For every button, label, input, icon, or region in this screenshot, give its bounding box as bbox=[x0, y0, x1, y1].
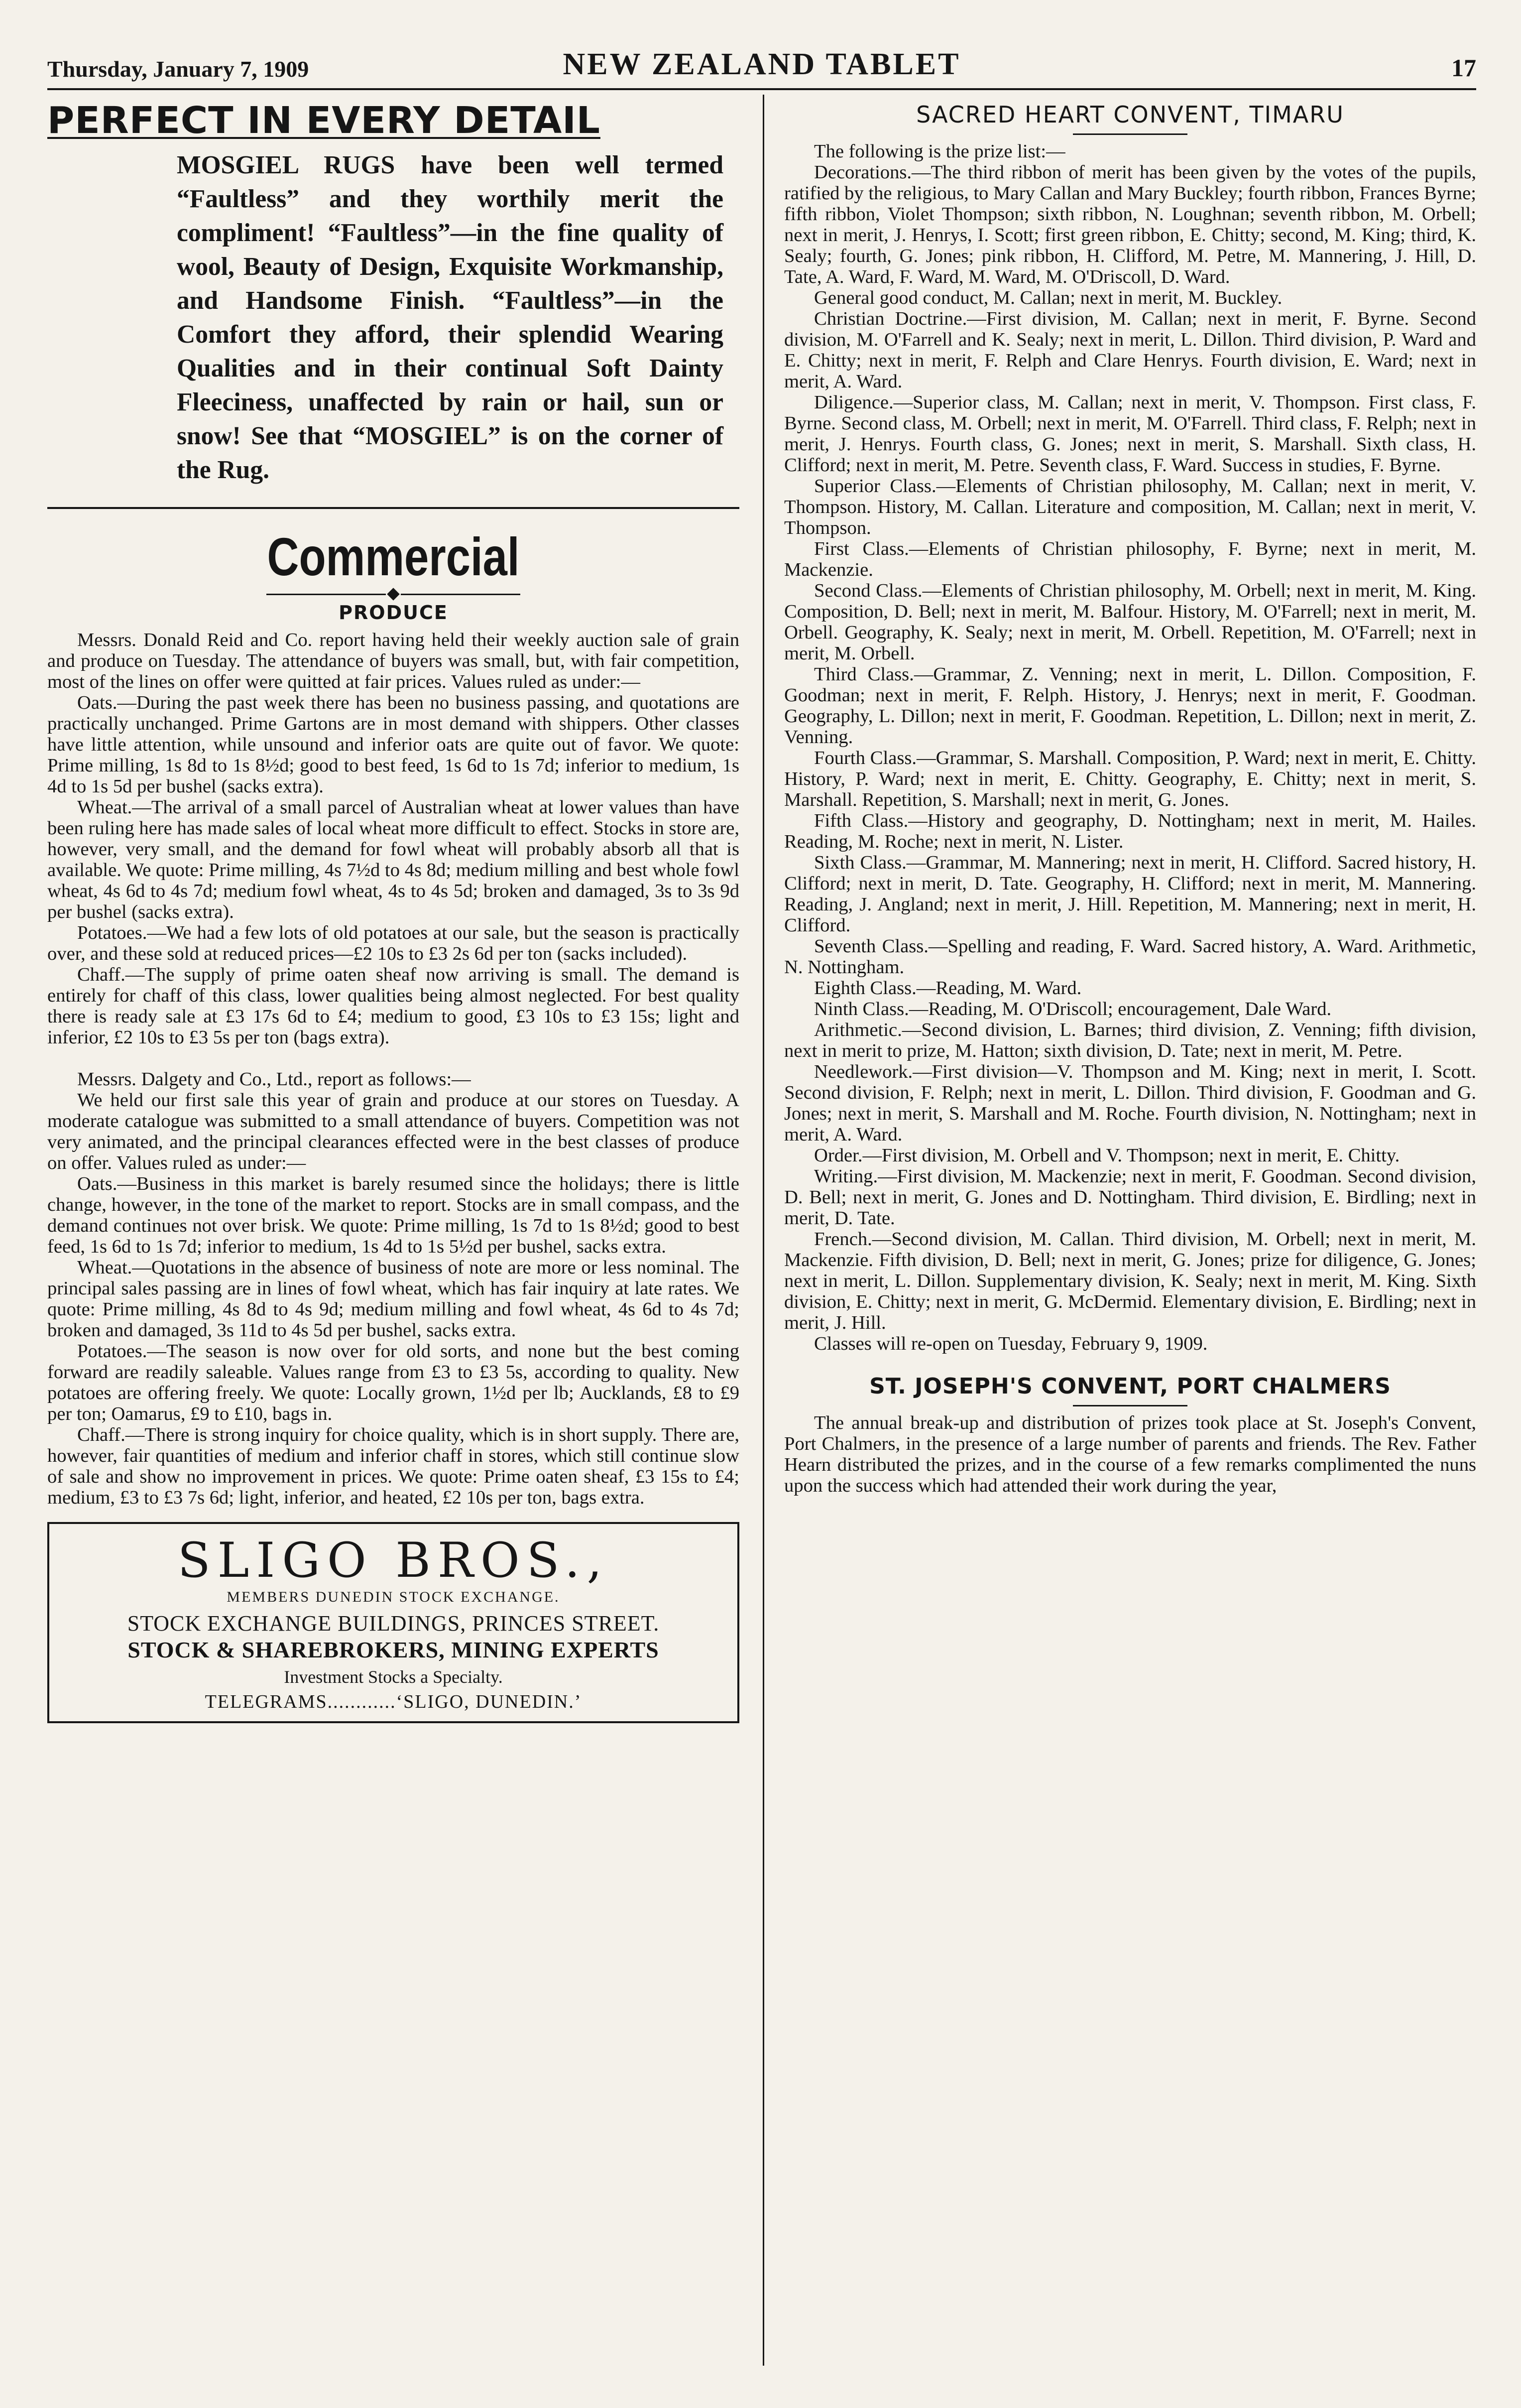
paragraph: Oats.—Business in this market is barely resumed since the holidays; there is little change, however, in the tone of the market to report. Stocks are in small compass, and the demand continues not over brisk. We quote: Prime milling, 1s 7d to 1s 8½d; good to best feed, 1s 6d to 1s 7d; inferior to medium, 1s 4d to 1s 5½d per bushel, sacks extra. bbox=[47, 1173, 739, 1257]
paragraph: Wheat.—The arrival of a small parcel of Australian wheat at lower values than have been ruling here has made sales of local wheat more difficult to effect. Stocks in store are, however, very small, and the demand for fowl wheat will probably absorb all that is available. We quote: Prime milling, 4s 7½d to 4s 8d; medium milling and best whole fowl wheat, 4s 6d to 4s 7d; medium fowl wheat, 4s to 4s 5d; broken and damaged, 3s to 3s 9d per bushel (sacks extra). bbox=[47, 797, 739, 922]
subheading: PRODUCE bbox=[339, 602, 448, 624]
paragraph: We held our first sale this year of grain and produce at our stores on Tuesday. A moderate catalogue was submitted to a small attendance of buyers. Competition was not very animated, and the principal clearances effected were in the best classes of produce on offer. Values ruled as under:— bbox=[47, 1090, 739, 1173]
right-column bbox=[784, 100, 1476, 2366]
commercial-section bbox=[47, 527, 739, 1508]
masthead-title: NEW ZEALAND TABLET bbox=[563, 47, 961, 81]
paragraph: French.—Second division, M. Callan. Third division, M. Orbell; next in merit, M. Mackenzie. Fifth division, D. Bell; next in merit, G. Jones; prize for diligence, G. Jones; next in merit, L. Dillon. Supplementary division, K. Sealy; next in merit, M. King. Sixth division, E. Chitty; next in merit, G. McDermid. Elementary division, E. Birdling; next in merit, J. Hill. bbox=[784, 1229, 1476, 1333]
firm-address: STOCK EXCHANGE BUILDINGS, PRINCES STREET. bbox=[127, 1611, 660, 1636]
ornament-rule bbox=[47, 590, 739, 599]
paragraph: Sixth Class.—Grammar, M. Mannering; next in merit, H. Clifford. Sacred history, H. Clifford; next in merit, D. Tate. Geography, H. Clifford; next in merit, M. Mannering. Reading, J. Angland; next in merit, J. Hill. Repetition, M. Mannering; next in merit, H. Clifford. bbox=[784, 852, 1476, 936]
paragraph: Superior Class.—Elements of Christian philosophy, M. Callan; next in merit, V. Thompson. History, M. Callan. Literature and composition, M. Callan; next in merit, V. Thompson. bbox=[784, 476, 1476, 538]
paragraph: Seventh Class.—Spelling and reading, F. Ward. Sacred history, A. Ward. Arithmetic, N. Nottingham. bbox=[784, 936, 1476, 978]
issue-date: Thursday, January 7, 1909 bbox=[47, 56, 309, 82]
paragraph: Writing.—First division, M. Mackenzie; next in merit, F. Goodman. Second division, D. Bell; next in merit, G. Jones and D. Nottingham. Third division, E. Birdling; next in merit, D. Tate. bbox=[784, 1166, 1476, 1229]
firm-name: SLIGO BROS., bbox=[177, 1532, 609, 1588]
paragraph: Order.—First division, M. Orbell and V. Thompson; next in merit, E. Chitty. bbox=[814, 1145, 1400, 1166]
paragraph: Eighth Class.—Reading, M. Ward. bbox=[814, 978, 1082, 999]
commercial-report bbox=[47, 630, 739, 1508]
column-divider bbox=[763, 95, 764, 2366]
paragraph: General good conduct, M. Callan; next in merit, M. Buckley. bbox=[814, 287, 1283, 308]
sligo-advertisement bbox=[47, 1522, 739, 1723]
title-rule bbox=[1073, 133, 1187, 135]
paragraph: The annual break-up and distribution of prizes took place at St. Joseph's Convent, Port Chalmers, in the presence of a large number of parents and friends. The Rev. Father Hearn distributed the prizes, and in the course of a few remarks complimented the nuns upon the success which had attended their work during the year, bbox=[784, 1412, 1476, 1496]
firm-business: STOCK & SHAREBROKERS, MINING EXPERTS bbox=[127, 1637, 659, 1662]
paragraph: First Class.—Elements of Christian philosophy, F. Byrne; next in merit, M. Mackenzie. bbox=[784, 538, 1476, 580]
paragraph: Messrs. Donald Reid and Co. report having held their weekly auction sale of grain and produce on Tuesday. The attendance of buyers was small, but, with fair competition, most of the lines on offer were quitted at fair prices. Values ruled as under:— bbox=[47, 630, 739, 692]
prize-list bbox=[784, 141, 1476, 1354]
mosgiel-advertisement bbox=[47, 100, 739, 487]
article-title: SACRED HEART CONVENT, TIMARU bbox=[916, 101, 1344, 128]
firm-members: MEMBERS DUNEDIN STOCK EXCHANGE. bbox=[227, 1589, 560, 1605]
article-body bbox=[784, 1412, 1476, 1496]
ad-body: MOSGIEL RUGS have been well termed “Faultless” and they worthily merit the compliment! “Faultless”—in the fine quality of wool, Beauty of Design, Exquisite Workmanship, and Handsome Finish. “Faultless”—in the Comfort they afford, their splendid Wearing Qualities and in their continual Soft Dainty Fleeciness, unaffected by rain or hail, sun or snow! See that “MOSGIEL” is on the corner of the Rug. bbox=[177, 151, 723, 484]
st-josephs-article bbox=[784, 1372, 1476, 1496]
paragraph: Classes will re-open on Tuesday, February 9, 1909. bbox=[814, 1333, 1208, 1354]
paragraph: Christian Doctrine.—First division, M. Callan; next in merit, F. Byrne. Second division, M. O'Farrell and K. Sealy; next in merit, L. Dillon. Third division, P. Ward and E. Chitty; next in merit, F. Relph and Clare Henrys. Fourth division, E. Ward; next in merit, A. Ward. bbox=[784, 308, 1476, 392]
paragraph: Second Class.—Elements of Christian philosophy, M. Orbell; next in merit, M. King. Composition, D. Bell; next in merit, M. Balfour. History, M. O'Farrell; next in merit, M. Orbell. Geography, K. Sealy; next in merit, M. Orbell. Repetition, M. O'Farrell; next in merit, M. Orbell. bbox=[784, 580, 1476, 664]
paragraph: The following is the prize list:— bbox=[814, 141, 1065, 162]
paragraph: Chaff.—There is strong inquiry for choice quality, which is in short supply. There are, however, fair quantities of medium and inferior chaff in stores, which still continue slow of sale and show no improvement in prices. We quote: Prime oaten sheaf, £3 15s to £4; medium, £3 to £3 7s 6d; light, inferior, and heated, £2 10s per ton, bags extra. bbox=[47, 1424, 739, 1508]
left-column bbox=[47, 100, 739, 2366]
page-number: 17 bbox=[1451, 54, 1476, 82]
newspaper-page bbox=[47, 47, 1476, 2378]
paragraph: Ninth Class.—Reading, M. O'Driscoll; encouragement, Dale Ward. bbox=[814, 999, 1332, 1019]
paragraph: Decorations.—The third ribbon of merit has been given by the votes of the pupils, ratified by the religious, to Mary Callan and Mary Buckley; fourth ribbon, Frances Byrne; fifth ribbon, Violet Thompson; sixth ribbon, N. Loughnan; seventh ribbon, M. Orbell; next in merit, J. Henrys, I. Scott; first green ribbon, E. Chitty; second, M. King; third, K. Sealy; fourth, G. Jones; pink ribbon, H. Clifford, M. Petre, M. Mannering, J. Hill, D. Tate, A. Ward, F. Ward, M. Ward, M. O'Driscoll, D. Ward. bbox=[784, 162, 1476, 287]
section-divider bbox=[47, 507, 739, 509]
firm-specialty: Investment Stocks a Specialty. bbox=[284, 1667, 503, 1687]
paragraph: Potatoes.—We had a few lots of old potatoes at our sale, but the season is practically over, and these sold at reduced prices—£2 10s to £3 2s 6d per ton (sacks included). bbox=[47, 922, 739, 964]
firm-telegrams: TELEGRAMS............‘SLIGO, DUNEDIN.’ bbox=[205, 1691, 582, 1712]
article-title: ST. JOSEPH'S CONVENT, PORT CHALMERS bbox=[869, 1374, 1391, 1399]
header-rule bbox=[47, 88, 1476, 90]
paragraph: Third Class.—Grammar, Z. Venning; next in merit, L. Dillon. Composition, F. Goodman; next in merit, F. Relph. History, J. Henrys; next in merit, F. Goodman. Geography, L. Dillon; next in merit, F. Goodman. Repetition, L. Dillon; next in merit, Z. Venning. bbox=[784, 664, 1476, 748]
ad-headline: PERFECT IN EVERY DETAIL bbox=[47, 100, 600, 142]
paragraph: Potatoes.—The season is now over for old sorts, and none but the best coming forward are readily saleable. Values range from £3 to £3 5s, according to quality. New potatoes are offering freely. We quote: Locally grown, 1½d per lb; Aucklands, £8 to £9 per ton; Oamarus, £9 to £10, bags in. bbox=[47, 1341, 739, 1424]
paragraph: Fifth Class.—History and geography, D. Nottingham; next in merit, M. Hailes. Reading, M. Roche; next in merit, N. Lister. bbox=[784, 810, 1476, 852]
paragraph: Messrs. Dalgety and Co., Ltd., report as follows:— bbox=[77, 1069, 471, 1090]
paragraph: Arithmetic.—Second division, L. Barnes; third division, Z. Venning; fifth division, next in merit to prize, M. Hatton; sixth division, D. Tate; next in merit, M. Petre. bbox=[784, 1019, 1476, 1061]
paragraph: Wheat.—Quotations in the absence of business of note are more or less nominal. The principal sales passing are in lines of fowl wheat, which has fair inquiry at late rates. We quote: Prime milling, 4s 8d to 4s 9d; medium milling and fowl wheat, 4s 6d to 4s 7d; broken and damaged, 3s 11d to 4s 5d per bushel, sacks extra. bbox=[47, 1257, 739, 1341]
paragraph: Oats.—During the past week there has been no business passing, and quotations are practically unchanged. Prime Gartons are in most demand with shippers. Other classes have little attention, while unsound and inferior oats are quite out of favor. We quote: Prime milling, 1s 8d to 1s 8½d; good to best feed, 1s 6d to 1s 7d; inferior to medium, 1s 4d to 1s 5d per bushel (sacks extra). bbox=[47, 692, 739, 797]
page-header bbox=[47, 47, 1476, 82]
title-rule bbox=[1073, 1405, 1187, 1406]
section-title: Commercial bbox=[267, 526, 520, 587]
paragraph: Fourth Class.—Grammar, S. Marshall. Composition, P. Ward; next in merit, E. Chitty. History, P. Ward; next in merit, E. Chitty. Geography, E. Chitty; next in merit, S. Marshall. Repetition, S. Marshall; next in merit, G. Jones. bbox=[784, 748, 1476, 810]
sacred-heart-article bbox=[784, 100, 1476, 1354]
paragraph: Chaff.—The supply of prime oaten sheaf now arriving is small. The demand is entirely for chaff of this class, lower qualities being almost neglected. For best quality there is ready sale at £3 17s 6d to £4; medium to good, £3 10s to £3 15s; light and inferior, £2 10s to £3 5s per ton (bags extra). bbox=[47, 964, 739, 1048]
paragraph: Diligence.—Superior class, M. Callan; next in merit, V. Thompson. First class, F. Byrne. Second class, M. Orbell; next in merit, M. O'Farrell. Third class, F. Relph; next in merit, J. Henrys. Fourth class, G. Jones; next in merit, S. Marshall. Sixth class, H. Clifford; next in merit, M. Petre. Seventh class, F. Ward. Success in studies, F. Byrne. bbox=[784, 392, 1476, 476]
paragraph: Needlework.—First division—V. Thompson and M. King; next in merit, I. Scott. Second division, F. Relph; next in merit, L. Dillon. Third division, F. Goodman and G. Jones; next in merit, S. Marshall and M. Roche. Fourth division, N. Nottingham; next in merit, A. Ward. bbox=[784, 1061, 1476, 1145]
